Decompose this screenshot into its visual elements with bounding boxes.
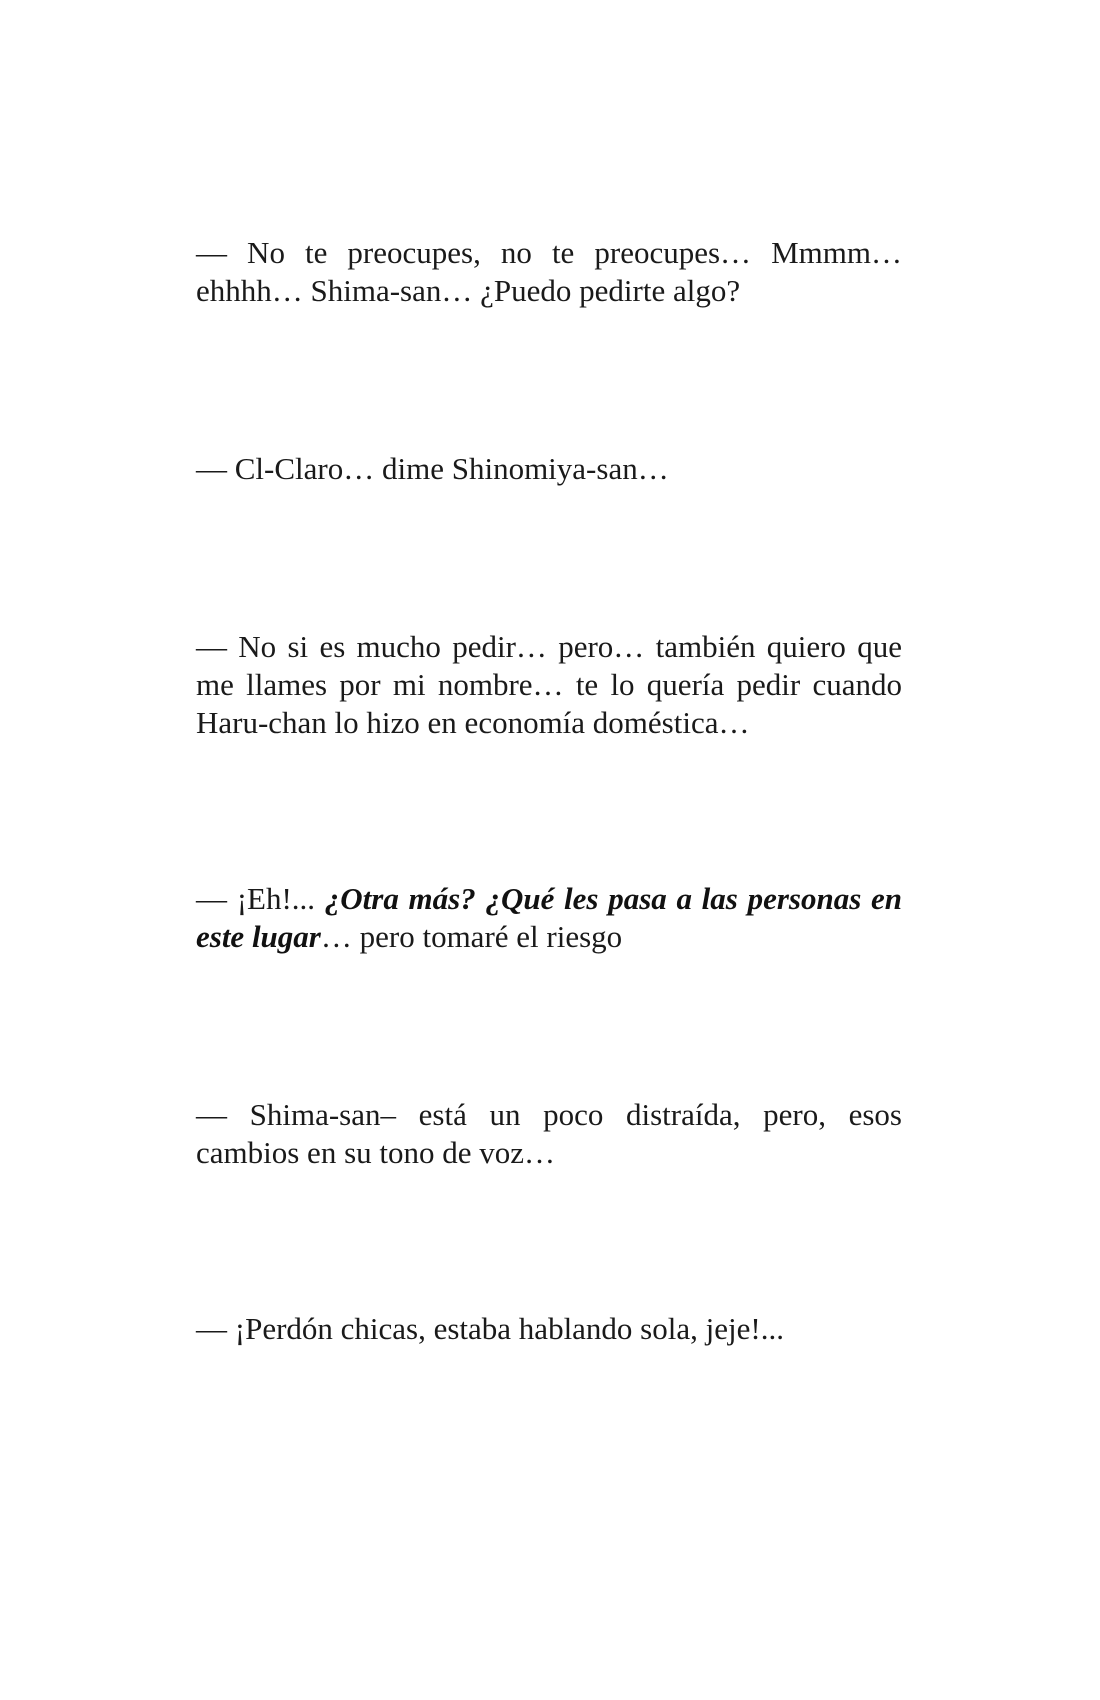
dialogue-paragraph	[196, 880, 902, 956]
dialogue-rest: … pero tomaré el riesgo	[320, 919, 623, 954]
dialogue-paragraph: — ¡Perdón chicas, estaba hablando sola, jeje!...	[196, 1311, 784, 1346]
dialogue-paragraph: — Cl-Claro… dime Shinomiya-san…	[196, 451, 669, 486]
inner-thought: ¿Otra más? ¿Qué les pasa a las personas en este lugar	[196, 881, 902, 954]
dialogue-paragraph: — Shima-san– está un poco distraída, pero, esos cambios en su tono de voz…	[196, 1097, 902, 1170]
dialogue-paragraph: — No si es mucho pedir… pero… también quiero que me llames por mi nombre… te lo quería pedir cuando Haru-chan lo hizo en economía doméstica…	[196, 629, 902, 740]
dialogue-paragraph: — No te preocupes, no te preocupes… Mmmm… ehhhh… Shima-san… ¿Puedo pedirte algo?	[196, 235, 902, 308]
dialogue-lead: — ¡Eh!...	[196, 881, 325, 916]
